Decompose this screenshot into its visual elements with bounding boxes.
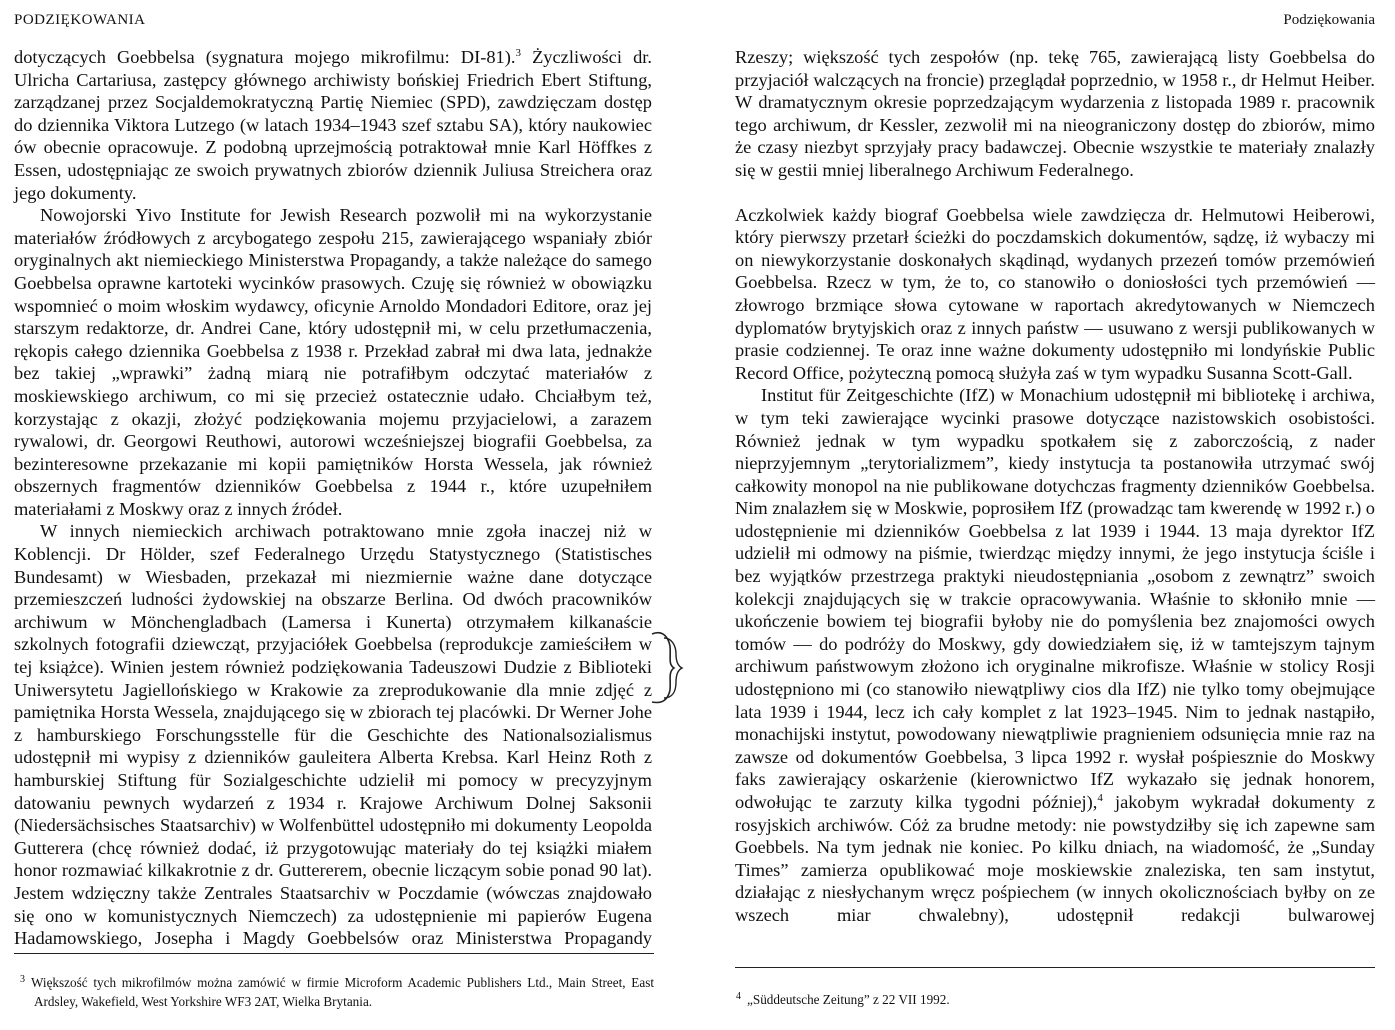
- footnote-text: „Süddeutsche Zeitung” z 22 VII 1992.: [747, 992, 950, 1007]
- paragraph: W innych niemieckich archiwach potraktowano mnie zgoła inaczej niż w Koblencji. Dr Hölder, szef Federalnego Urzędu Statystycznego (Statistisches Bundesamt) w Wiesbaden, przekazał mi niezmiernie ważne dane dotyczące przemieszczeń ludności żydowskiej na obszarze Berlina. Od dwóch pracowników archiwum w Mönchengladbach (Lamersa i Kunerta) otrzymałem kilkanaście szkolnych fotografii dziewcząt, przyjaciółek Goebbelsa (reprodukcje zamieściłem w tej książce). Winien jestem również podziękowania Tadeuszowi Dudzie z Biblioteki Uniwersytetu Jagiellońskiego w Krakowie za zreprodukowanie dla mnie zdjęć z pamiętnika Horsta Wessela, znajdującego się w zbiorach tej placówki. Dr Werner Johe z hamburskiego Forschungsstelle für die Geschichte des Nationalsozialismus udostępnił mi wypisy z dzienników gauleitera Alberta Krebsa. Karl Heinz Roth z hamburskiej Stiftung für Sozialgeschichte udzielił mi pomocy w precyzyjnym datowaniu pewnych wydarzeń z 1934 r. Krajowe Archiwum Dolnej Saksonii (Niedersächsisches Staatsarchiv) w Wolfenbüttel udostępniło mi dokumenty Leopolda Gutterera (chcę również dodać, iż przygotowując materiały do tej książki miałem honor rozmawiać kilkakrotnie z dr. Guttererem, obecnie liczącym sobie ponad 90 lat). Jestem wdzięczny także Zentrales Staatsarchiv w Poczdamie (wówczas znajdowało się ono w komunistycznych Niemczech) za udostępnienie mi papierów Eugena Hadamowskiego, Josepha i Magdy Goebbelsów oraz Ministerstwa Propagandy: [14, 521, 652, 949]
- running-head-right: Podziękowania: [1283, 12, 1375, 28]
- footnote-text: Większość tych mikrofilmów można zamówić w firmie Microform Academic Publishers Ltd., Main Street, East Ardsley, Wakefield, West Yorkshire WF3 2AT, Wielka Brytania.: [31, 975, 654, 1009]
- paragraph: Nowojorski Yivo Institute for Jewish Research pozwolił mi na wykorzystanie materiałów źródłowych z arcybogatego zespołu 215, zawierającego wspaniały zbiór oryginalnych akt niemieckiego Ministerstwa Propagandy, a także należące do samego Goebbelsa oprawne kartoteki wycinków prasowych. Czuję się również w obowiązku wspomnieć o moim włoskim wydawcy, oficynie Arnoldo Mondadori Editore, oraz jej starszym redaktorze, dr. Andrei Cane, który udostępnił mi, w celu przetłumaczenia, rękopis całego dziennika Goebbelsa z 1938 r. Przekład zabrał mi dwa lata, jednakże bez takiej „wprawki” żadną miarą nie potrafiłbym odczytać materiałów z moskiewskiego archiwum, co mi się przecież ostatecznie udało. Chciałbym też, korzystając z okazji, złożyć podziękowania mojemu przyjacielowi, a zarazem rywalowi, dr. Georgowi Reuthowi, autorowi wcześniejszej biografii Goebbelsa, za bezinteresowne przekazanie mi kopii pamiętników Horsta Wessela, jak również obszernych fragmentów dzienników Goebbelsa z 1944 r., które uzupełniłem materiałami z Moskwy oraz z innych źródeł.: [14, 205, 652, 519]
- footnote-separator: [735, 967, 1375, 968]
- left-page: [0, 0, 690, 1030]
- paragraph: Rzeszy; większość tych zespołów (np. tekę 765, zawierającą listy Goebbelsa do przyjaciół walczących na froncie) przeglądał poprzednio, w 1958 r., dr Helmut Heiber. W dramatycznym okresie poprzedzającym wydarzenia z listopada 1989 r. pracownik tego archiwum, dr Kessler, zezwolił mi na nieograniczony dostęp do zbiorów, mimo że czasy niezbyt sprzyjały pracy badawczej. Obecnie wszystkie te materiały znalazły się w gestii mniej liberalnego Archiwum Federalnego.: [735, 47, 1375, 180]
- handwritten-bracket-mark: [648, 628, 688, 708]
- footnote-number: 3: [20, 974, 25, 985]
- footnote-separator: [14, 953, 654, 954]
- paragraph-text: dotyczących Goebbelsa (sygnatura mojego mikrofilmu: DI-81).: [14, 47, 516, 67]
- left-text-column: [14, 46, 652, 950]
- right-page: [700, 0, 1395, 1030]
- running-head-left: PODZIĘKOWANIA: [14, 12, 146, 28]
- paragraph: [14, 46, 652, 204]
- footnote-number: 4: [736, 991, 741, 1002]
- footnote: [20, 970, 654, 1011]
- paragraph-text: Institut für Zeitgeschichte (IfZ) w Monachium udostępnił mi bibliotekę i archiwa, w tym teki zawierające wycinki prasowe dotyczące nazistowskich osobistości. Również jednak w tym wypadku spotkałem się z zaborczością, z nader nieprzyjemnym „terytorializmem”, kiedy instytucja ta postanowiła utrzymać swój całkowity monopol na nie publikowane dotychczas fragmenty dzienników Goebbelsa. Nim znalazłem się w Moskwie, poprosiłem IfZ (prowadząc tam kwerendę w 1992 r.) o udostępnienie mi dzienników Goebbelsa z lat 1939 i 1944. 13 maja dyrektor IfZ udzielił mi odmowy na piśmie, twierdząc między innymi, że jego instytucja ściśle i bez wyjątków przestrzega praktyki nieudostępniania „osobom z zewnątrz” swoich kolekcji znajdujących się w trakcie opracowywania. Właśnie to skłoniło mnie — ukończenie bowiem tej biografii byłoby nie do pomyślenia bez znajomości owych tomów — do podróży do Moskwy, gdy dowiedziałem się, iż w tamtejszym tajnym archiwum państwowym złożono ich oryginalne mikrofisze. Właśnie w stolicy Rosji udostępniono mi (co stanowiło niewątpliwy cios dla IfZ) nie tylko tomy obejmujące lata 1939 i 1944, lecz ich cały komplet z lat 1923–1945. Nim to jednak nastąpiło, monachijski instytut, powodowany niewątpliwie pragnieniem odsunięcia mnie raz na zawsze od dokumentów Goebbelsa, 3 lipca 1992 r. wysłał pośpiesznie do Moskwy faks zawierający oskarżenie (kierownictwo IfZ wykazało się jednak honorem, odwołując te zarzuty kilka tygodni później),: [735, 385, 1375, 812]
- footnote-ref[interactable]: 3: [515, 47, 521, 59]
- paragraph-text: Życzliwości dr. Ulricha Cartariusa, zastępcy głównego archiwisty bońskiej Friedrich Ebert Stiftung, zarządzanej przez Socjaldemokratyczną Partię Niemiec (SPD), zawdzięczam dostęp do dziennika Viktora Lutzego (w latach 1934–1943 szef sztabu SA), który naukowiec ów obecnie opracowuje. Z podobną uprzejmością potraktował mnie Karl Höffkes z Essen, udostępniając ze swoich prywatnych zbiorów dziennik Juliusa Streichera oraz jego dokumenty.: [14, 47, 652, 203]
- footnote: [736, 987, 1360, 1009]
- paragraph: [735, 384, 1375, 926]
- right-text-column: [735, 46, 1375, 927]
- footnote-ref[interactable]: 4: [1097, 792, 1103, 804]
- paragraph: Aczkolwiek każdy biograf Goebbelsa wiele zawdzięcza dr. Helmutowi Heiberowi, który pierwszy przetarł ścieżki do poczdamskich dokumentów, sądzę, iż wybaczy mi on niewykorzystanie doskonałych skądinąd, wydanych przezeń tomów przemówień Goebbelsa. Rzecz w tym, że to, co stanowiło o doniosłości tych przemówień — złowrogo brzmiące słowa cytowane w raportach akredytowanych w Niemczech dyplomatów brytyjskich oraz z innych państw — usuwano z wersji publikowanych w prasie codziennej. Te oraz inne ważne dokumenty udostępniło mi londyńskie Public Record Office, pożyteczną pomocą służyła zaś w tym wypadku Susanna Scott-Gall.: [735, 204, 1375, 383]
- paragraph-text: jakobym wykradał dokumenty z rosyjskich archiwów. Cóż za brudne metody: nie powstydziłby się ich zapewne sam Goebbels. Na tym jednak nie koniec. Po kilku dniach, na wiadomość, że „Sunday Times” zamierza opublikować moje moskiewskie znaleziska, ten sam instytut, działając z niesłychanym wręcz pośpiechem (w innych okolicznościach byłby on ze wszech miar chwalebny), udostępnił redakcji bulwarowej: [735, 792, 1375, 925]
